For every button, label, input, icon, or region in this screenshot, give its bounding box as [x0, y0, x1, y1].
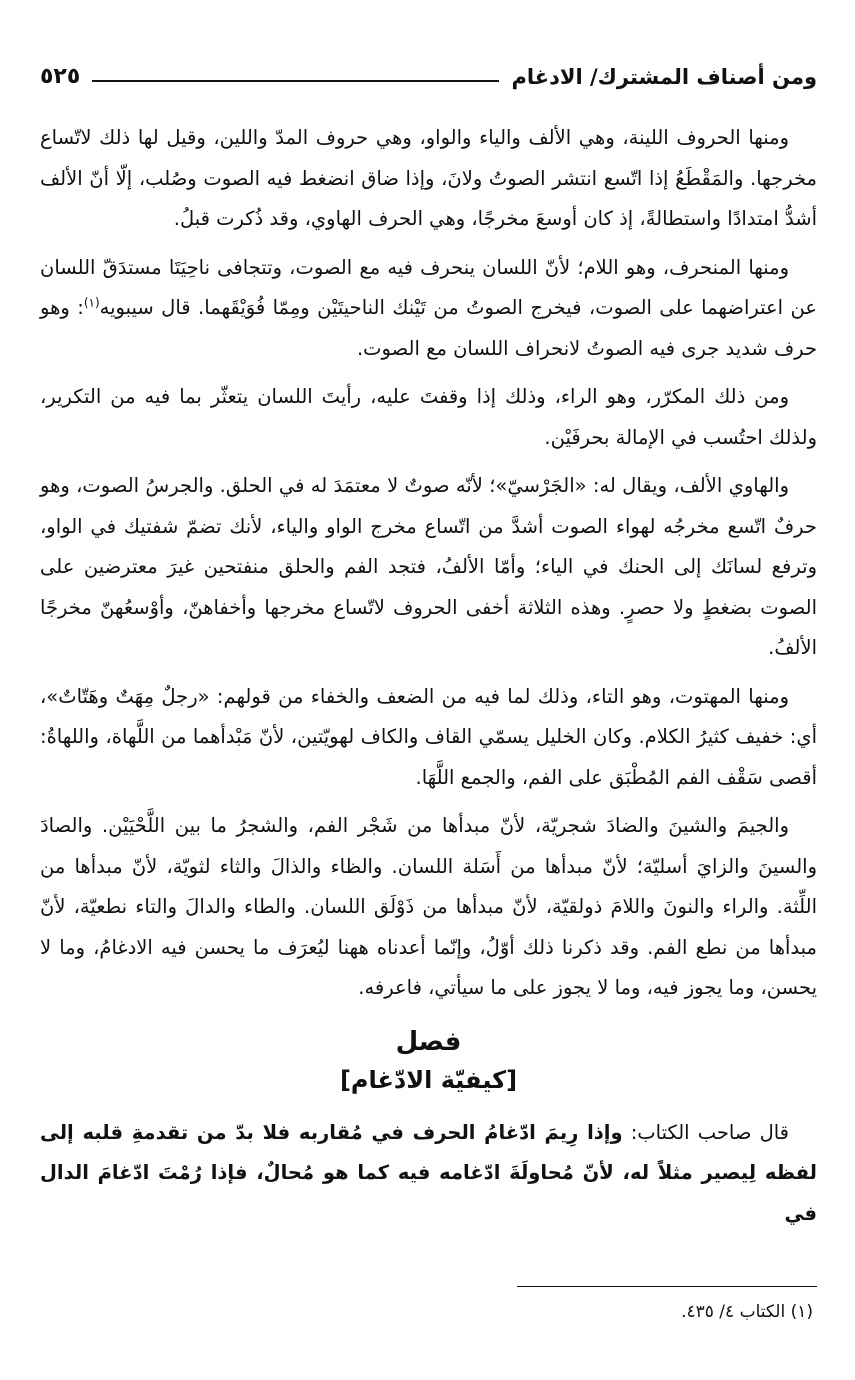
paragraph-faint-letter: ومنها المهتوت، وهو التاء، وذلك لما فيه من الضعف والخفاء من قولهم: «رجلٌ مِهَتٌ وهَتّاتٌ»، أي: خفيف كثيرُ الكلام. وكان الخليل يسمّي القاف والكاف لهويّتين، لأنّ مَبْدأهما من اللَّهاة، واللهاةُ: أقصى سَقْف الفم المُطْبَق على الفم، والجمع اللَّهَا. — [40, 684, 817, 789]
author-quote — [40, 1113, 817, 1235]
paragraph-soft-letters: ومنها الحروف اللينة، وهي الألف والياء والواو، وهي حروف المدّ واللين، وقيل لها ذلك لاتّساع مخرجها. والمَقْطَعُ إذا اتّسع انتشر الصوتُ ولانَ، وإذا ضاق انضغط فيه الصوت وصُلب، إلّا أنّ الألف أشدُّ امتدادًا واستطالةً، إذ كان أوسعَ مخرجًا، وهي الحرف الهاوي، وقد ذُكرت قبلُ. — [40, 126, 817, 230]
footnote: (١) الكتاب ٤/ ٤٣٥. — [681, 1302, 813, 1322]
quote-lead: قال صاحب الكتاب: — [622, 1120, 789, 1144]
section-subtitle: [كيفيّة الادّغام] — [339, 1065, 518, 1094]
footnote-rule — [517, 1286, 817, 1287]
section-title: فصل — [395, 1026, 462, 1057]
paragraph-articulation-places: والجيمَ والشينَ والضادَ شجريّة، لأنّ مبدأها من شَجْر الفم، والشجرُ ما بين اللَّحْيَيْن. والصادَ والسينَ والزايَ أسليّة؛ لأنّ مبدأها من أَسَلة اللسان. والظاء والذالَ والثاء لثويّة، لأنّ مبدأها من اللِّثة. والراء والنونَ واللامَ ذولقيّة، لأنّ مبدأها من ذَوْلَق اللسان. والطاء والدالَ والتاء نطعيّة، لأنّ مبدأها من نطع الفم. وقد ذكرنا ذلك أوّلُ، وإنّما أعدناه ههنا ليُعرَف ما يحسن فيه الادغامُ، وما لا يحسن، وما يجوز فيه، وما لا يجوز على ما سيأتي، فاعرفه. — [40, 814, 817, 999]
header-rule — [92, 80, 499, 82]
paragraph-deviant-letter — [40, 248, 817, 370]
paragraph-repeated-letter: ومن ذلك المكرّر، وهو الراء، وذلك إذا وقفتَ عليه، رأيتَ اللسان يتعثّر بما فيه من التكرير، ولذلك احتُسب في الإمالة بحرفَيْن. — [40, 385, 817, 449]
running-title: ومن أصناف المشترك/ الادغام — [511, 65, 817, 89]
paragraph-airy-letter: والهاوي الألف، ويقال له: «الجَرْسيّ»؛ لأنّه صوتٌ لا معتمَدَ له في الحلق. والجرسُ الصوت، وهو حرفٌ اتّسع مخرجُه لهواء الصوت أشدَّ من اتّساع مخرج الواو والياء، لأنك تضمّ شفتيك في الواو، وترفع لسانَك إلى الحنك في الياء؛ وأمّا الألفُ، فتجد الفم والحلق منفتحين غيرَ معترضين على الصوت بضغطٍ ولا حصرٍ. وهذه الثلاثة أخفى الحروف لاتّساع مخرجها وأخفاهنّ، وأوْسعُهنّ مخرجًا الألفُ. — [40, 474, 817, 659]
footnote-marker[interactable]: (١) — [83, 295, 100, 310]
page-body — [40, 118, 817, 1234]
quote-text: وإذا رِيمَ ادّغامُ الحرف في مُقاربه فلا بدّ من تقدمةِ قلبه إلى لفظه لِيصير مثلاً له، لأنّ مُحاولَةَ ادّغامه فيه كما هو مُحالٌ، فإذا رُمْتَ ادّغامَ الدال في — [40, 1120, 817, 1225]
paragraph-deviant-text: ومنها المنحرف، وهو اللام؛ لأنّ اللسان ينحرف فيه مع الصوت، وتتجافى ناحِيَتَا مستدَقّ اللسان عن اعتراضهما على الصوت، فيخرج الصوتُ من تَيْنك الناحيتَيْن ومِمّا فُوَيْقَهما. قال سيبويه — [40, 255, 817, 319]
page-number: ٥٢٥ — [40, 64, 81, 89]
page-header — [40, 52, 817, 88]
sibawayh-quote: : وهو حرف شديد جرى فيه الصوتُ لانحراف اللسان مع الصوت. — [40, 296, 817, 360]
